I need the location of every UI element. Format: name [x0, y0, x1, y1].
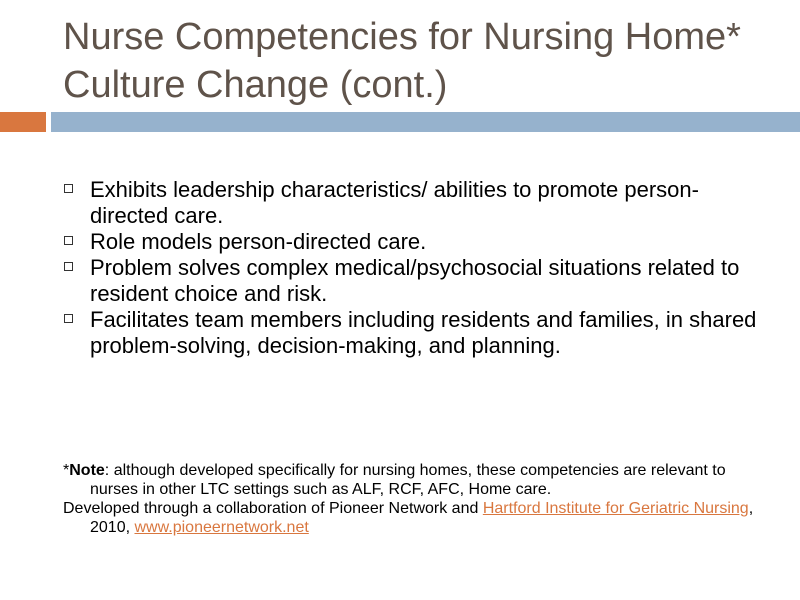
- title-divider-blue: [51, 112, 800, 132]
- bullet-text: Role models person-directed care.: [90, 229, 427, 254]
- bullet-text: Problem solves complex medical/psychosocial situations related to resident choice and risk.: [90, 255, 740, 306]
- square-bullet-icon: [64, 184, 73, 193]
- note-prefix: *: [63, 462, 70, 479]
- square-bullet-icon: [64, 236, 73, 245]
- credit-text-before: Developed through a collaboration of Pioneer Network and: [63, 500, 483, 517]
- slide-title: Nurse Competencies for Nursing Home* Culture Change (cont.): [63, 16, 741, 106]
- bullet-text: Facilitates team members including residents and families, in shared problem-solving, decision-making, and planning.: [90, 307, 757, 358]
- bullet-text: Exhibits leadership characteristics/ abilities to promote person-directed care.: [90, 177, 699, 228]
- note-label: Note: [69, 462, 105, 479]
- credit-text-middle: , 2010,: [90, 500, 754, 536]
- note-paragraph: [63, 461, 763, 499]
- list-item: [0, 177, 800, 229]
- title-divider-orange: [0, 112, 46, 132]
- square-bullet-icon: [64, 314, 73, 323]
- pioneer-network-link[interactable]: www.pioneernetwork.net: [134, 519, 309, 536]
- credit-paragraph: [63, 499, 763, 537]
- list-item: [0, 307, 800, 359]
- list-item: [0, 229, 800, 255]
- square-bullet-icon: [64, 262, 73, 271]
- list-item: [0, 255, 800, 307]
- footnote: [63, 461, 763, 537]
- note-text: : although developed specifically for nursing homes, these competencies are relevant to nurses in other LTC settings such as ALF, RCF, AFC, Home care.: [90, 462, 726, 498]
- bullet-list: [0, 177, 800, 359]
- hartford-institute-link[interactable]: Hartford Institute for Geriatric Nursing: [482, 500, 749, 517]
